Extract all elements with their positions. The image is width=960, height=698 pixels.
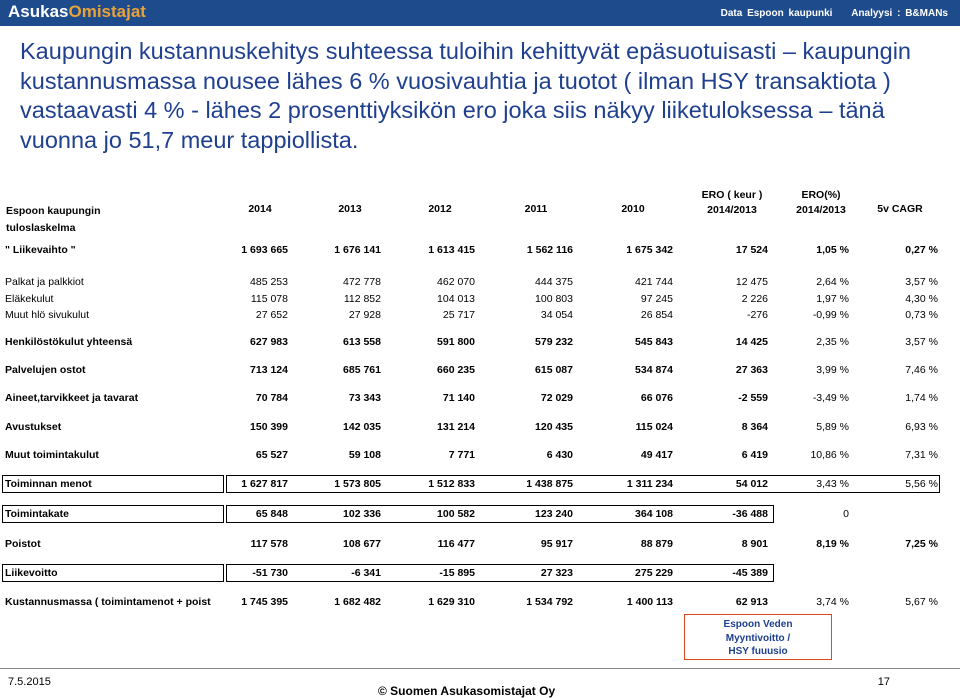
footer-divider [0, 668, 960, 669]
table-cell: 108 677 [343, 538, 381, 550]
table-cell: 545 843 [635, 336, 673, 348]
table-cell: 72 029 [540, 392, 573, 404]
table-cell: 1,05 % [816, 244, 849, 256]
table-cell: 591 800 [437, 336, 475, 348]
table-cell: 2,64 % [816, 276, 849, 288]
table-cell: 100 582 [437, 508, 475, 520]
table-cell: 1 682 482 [334, 596, 381, 608]
table-cell: 7,46 % [905, 364, 938, 376]
table-cell: 6 419 [741, 449, 768, 461]
table-cell: 25 717 [442, 309, 475, 321]
ero-keur-header-top: ERO ( keur ) [701, 189, 763, 201]
table-cell: 660 235 [437, 364, 475, 376]
ero-pct-header-top: ERO(%) [801, 189, 841, 201]
table-cell: 3,57 % [905, 276, 938, 288]
table-cell: 115 024 [635, 421, 673, 433]
table-cell: -51 730 [252, 567, 288, 579]
brand-part1: Asukas [8, 2, 69, 21]
table-cell: 10,86 % [810, 449, 849, 461]
table-cell: 1 629 310 [428, 596, 475, 608]
row-label: Toimintakate [5, 508, 69, 520]
table-cell: 27 363 [735, 364, 768, 376]
table-cell: 1 512 833 [428, 478, 475, 490]
footer-date: 7.5.2015 [8, 676, 51, 688]
table-cell: 4,30 % [905, 293, 938, 305]
table-cell: 685 761 [343, 364, 381, 376]
table-cell: 97 245 [640, 293, 673, 305]
table-cell: -45 389 [732, 567, 768, 579]
row-label: Avustukset [5, 421, 62, 433]
table-cell: 150 399 [250, 421, 288, 433]
table-cell: 7,31 % [905, 449, 938, 461]
table-cell: 1 400 113 [626, 596, 673, 608]
table-cell: 116 477 [437, 538, 475, 550]
table-cell: 8 901 [741, 538, 768, 550]
row-label: Henkilöstökulut yhteensä [5, 336, 133, 348]
row-label: Muut hlö sivukulut [5, 309, 90, 321]
table-cell: 364 108 [635, 508, 673, 520]
table-cell: 115 078 [250, 293, 288, 305]
table-cell: 6,93 % [905, 421, 938, 433]
table-cell: -36 488 [732, 508, 768, 520]
table-cell: 54 012 [735, 478, 768, 490]
table-cell: 88 879 [640, 538, 673, 550]
table-cell: 1 562 116 [526, 244, 573, 256]
table-cell: 104 013 [437, 293, 475, 305]
table-cell: 1 675 342 [626, 244, 673, 256]
table-cell: 1 676 141 [334, 244, 381, 256]
table-cell: 0,73 % [905, 309, 938, 321]
cagr-header: 5v CAGR [877, 203, 923, 215]
table-cell: 462 070 [437, 276, 475, 288]
table-cell: 131 214 [437, 421, 475, 433]
table-cell: 5,89 % [816, 421, 849, 433]
table-cell: 3,43 % [816, 478, 849, 490]
table-cell: 1 613 415 [428, 244, 475, 256]
col-header-2013: 2013 [338, 203, 362, 215]
table-cell: 8,19 % [816, 538, 849, 550]
table-cell: 73 343 [348, 392, 381, 404]
table-cell: 534 874 [635, 364, 673, 376]
table-cell: 27 652 [255, 309, 288, 321]
slide-headline: Kaupungin kustannuskehitys suhteessa tuloihin kehittyvät epäsuotuisasti – kaupungin kustannusmassa nousee lähes 6 % vuosivauhtia ja tuotot ( ilman HSY transaktiota ) vastaavasti 4 % - lähes 2 prosenttiyksikön ero joka siis näkyy liiketuloksessa – tänä vuonna jo 51,7 meur tappiollista. [20, 38, 911, 153]
callout-line3: HSY fuuusio [728, 646, 788, 657]
table-cell: 0 [843, 508, 849, 520]
row-label: Kustannusmassa ( toimintamenot + poist [5, 596, 211, 608]
row-label: Muut toimintakulut [5, 449, 99, 461]
col-header-2010: 2010 [621, 203, 645, 215]
table-cell: 579 232 [535, 336, 573, 348]
row-label: Palkat ja palkkiot [5, 276, 84, 288]
table-cell: 2,35 % [816, 336, 849, 348]
callout-line1: Espoon Veden [723, 619, 793, 630]
table-cell: -276 [746, 309, 768, 321]
table-cell: 120 435 [535, 421, 573, 433]
col-header-2014: 2014 [248, 203, 272, 215]
brand-logo [8, 2, 146, 22]
table-cell: 485 253 [250, 276, 288, 288]
table-cell: -6 341 [351, 567, 381, 579]
callout-line2: Myyntivoitto / [725, 632, 791, 644]
table-cell: 2 226 [741, 293, 768, 305]
table-cell: 1 534 792 [526, 596, 573, 608]
analysis-credit: Analyysi : B&MANs [851, 8, 948, 19]
table-title-line1: Espoon kaupungin [6, 205, 101, 217]
table-cell: 1 627 817 [241, 478, 288, 490]
table-cell: 27 323 [540, 567, 573, 579]
table-cell: 100 803 [535, 293, 573, 305]
table-cell: 627 983 [250, 336, 288, 348]
row-label: Aineet,tarvikkeet ja tavarat [5, 392, 139, 404]
row-label: Palvelujen ostot [5, 364, 86, 376]
table-cell: 7 771 [448, 449, 475, 461]
table-cell: -3,49 % [812, 392, 849, 404]
table-cell: 62 913 [735, 596, 768, 608]
row-label: " Liikevaihto " [5, 244, 76, 256]
table-cell: 65 848 [255, 508, 288, 520]
table-cell: -2 559 [738, 392, 768, 404]
table-cell: 444 375 [535, 276, 573, 288]
table-cell: 3,99 % [816, 364, 849, 376]
table-cell: 1,74 % [905, 392, 938, 404]
table-cell: 6 430 [546, 449, 573, 461]
footer-copyright: © Suomen Asukasomistajat Oy [378, 684, 556, 698]
table-cell: 34 054 [540, 309, 573, 321]
table-title-line2: tuloslaskelma [6, 222, 76, 234]
table-cell: 5,56 % [905, 478, 938, 490]
row-label: Toiminnan menot [5, 478, 92, 490]
row-label: Poistot [5, 538, 41, 550]
table-cell: 275 229 [635, 567, 673, 579]
table-cell: 26 854 [640, 309, 673, 321]
table-cell: 713 124 [250, 364, 288, 376]
table-cell: 117 578 [250, 538, 288, 550]
table-cell: 3,74 % [816, 596, 849, 608]
brand-part2: Omistajat [68, 2, 146, 21]
table-cell: 70 784 [255, 392, 288, 404]
data-source: Data Espoon kaupunki [720, 8, 833, 19]
table-cell: 65 527 [255, 449, 288, 461]
table-cell: 3,57 % [905, 336, 938, 348]
ero-pct-header-bottom: 2014/2013 [796, 204, 846, 216]
table-cell: 1,97 % [816, 293, 849, 305]
table-cell: 1 693 665 [241, 244, 288, 256]
table-cell: 59 108 [348, 449, 381, 461]
col-header-2011: 2011 [524, 203, 548, 215]
table-cell: 5,67 % [905, 596, 938, 608]
row-label: Liikevoitto [5, 567, 58, 579]
callout-box [684, 614, 832, 660]
table-cell: -15 895 [439, 567, 475, 579]
table-cell: 27 928 [348, 309, 381, 321]
table-cell: 615 087 [535, 364, 573, 376]
table-cell: 71 140 [442, 392, 475, 404]
table-cell: 142 035 [343, 421, 381, 433]
table-cell: 1 438 875 [526, 478, 573, 490]
table-cell: 1 573 805 [334, 478, 381, 490]
top-right-credits [707, 8, 948, 19]
table-cell: 102 336 [343, 508, 381, 520]
table-cell: 8 364 [741, 421, 768, 433]
ero-keur-header-bottom: 2014/2013 [707, 204, 757, 216]
table-cell: 112 852 [343, 293, 381, 305]
table-cell: 613 558 [343, 336, 381, 348]
row-label: Eläkekulut [5, 293, 54, 305]
table-cell: 0,27 % [905, 244, 938, 256]
table-cell: 7,25 % [905, 538, 938, 550]
table-cell: 14 425 [735, 336, 768, 348]
footer-page-number: 17 [877, 676, 890, 688]
table-cell: 95 917 [540, 538, 573, 550]
table-cell: 49 417 [640, 449, 673, 461]
table-cell: 17 524 [735, 244, 768, 256]
col-header-2012: 2012 [428, 203, 452, 215]
top-bar [0, 0, 960, 26]
table-cell: 123 240 [535, 508, 573, 520]
table-cell: 421 744 [635, 276, 673, 288]
table-cell: -0,99 % [812, 309, 849, 321]
table-cell: 12 475 [735, 276, 768, 288]
table-cell: 66 076 [640, 392, 673, 404]
table-cell: 1 311 234 [626, 478, 673, 490]
table-cell: 1 745 395 [241, 596, 288, 608]
table-cell: 472 778 [343, 276, 381, 288]
